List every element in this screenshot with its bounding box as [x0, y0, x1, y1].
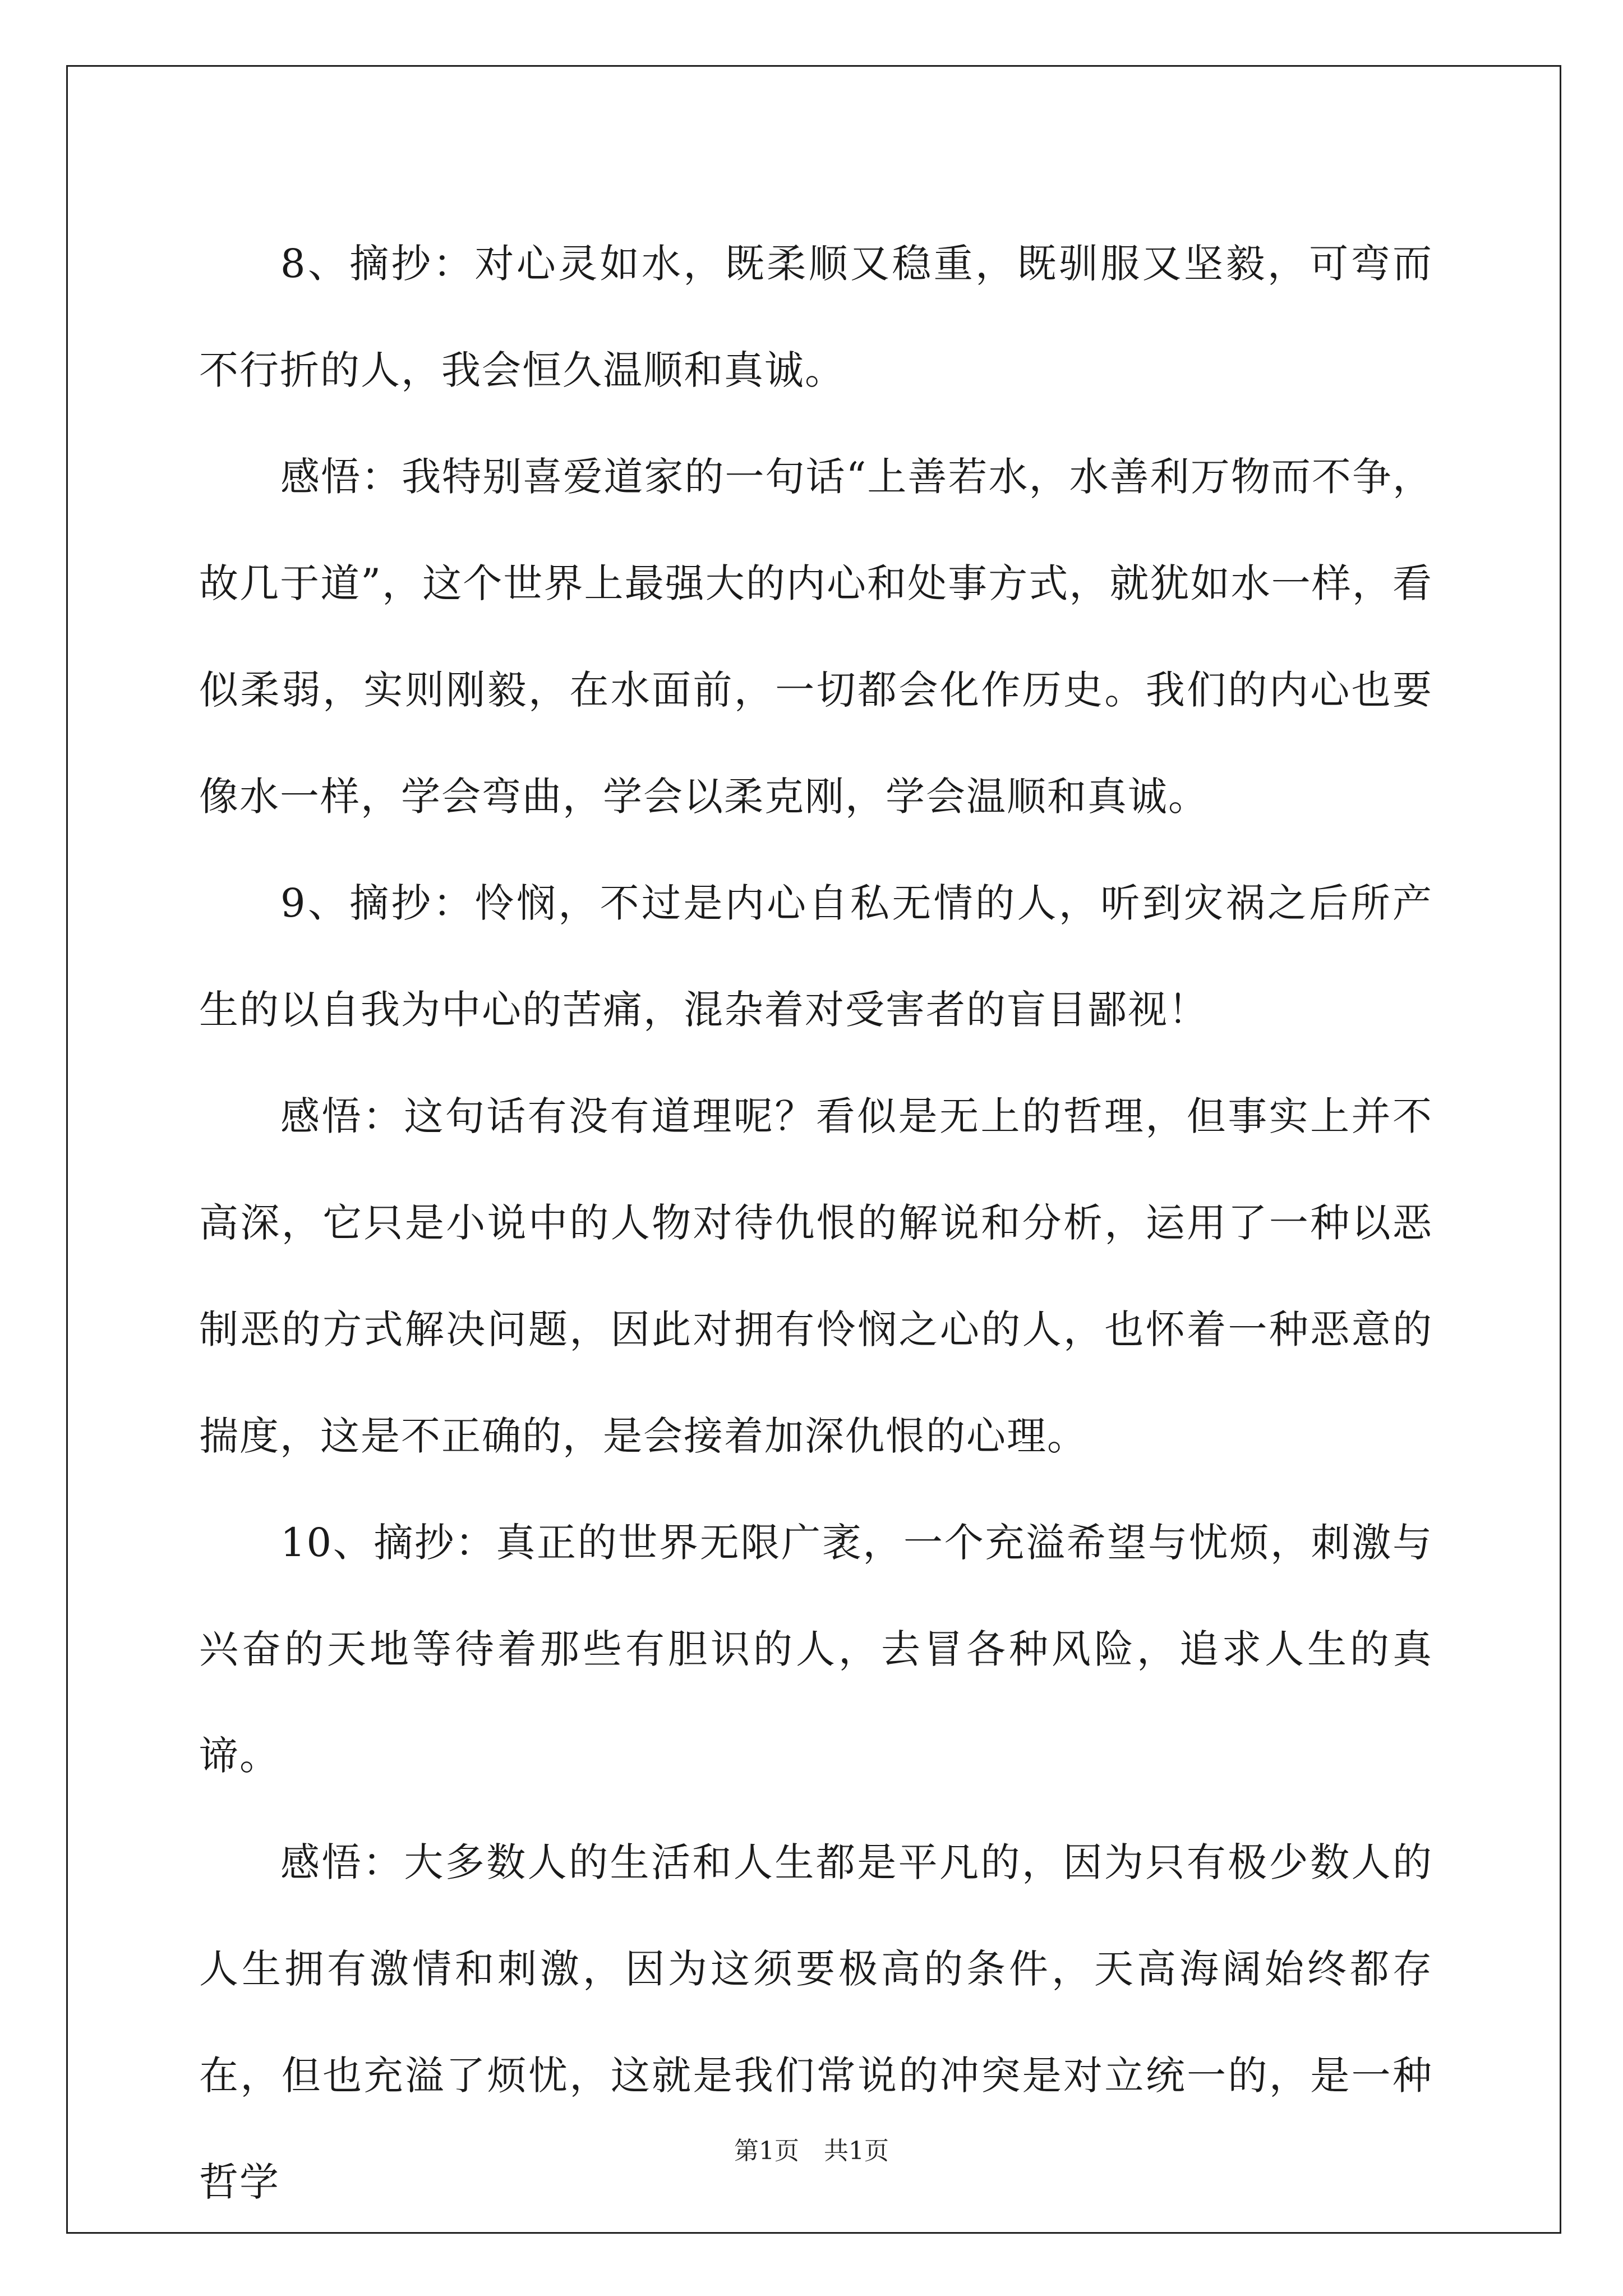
paragraph-excerpt-10: 10、摘抄：真正的世界无限广袤，一个充溢希望与忧烦，刺激与兴奋的天地等待着那些有胆识的人，去冒各种风险，追求人生的真谛。: [199, 1520, 1433, 1779]
paragraph-reflection-10: 感悟：大多数人的生活和人生都是平凡的，因为只有极少数人的人生拥有激情和刺激，因为这须要极高的条件，天高海阔始终都存在，但也充溢了烦忧，这就是我们常说的冲突是对立统一的，是一种哲学: [199, 1839, 1433, 2205]
page-number-footer: 第1页 共1页: [734, 2137, 889, 2165]
paragraph-reflection-8: 感悟：我特别喜爱道家的一句话“上善若水，水善利万物而不争，故几于道”，这个世界上最强大的内心和处事方式，就犹如水一样，看似柔弱，实则刚毅，在水面前，一切都会化作历史。我们的内心也要像水一样，学会弯曲，学会以柔克刚，学会温顺和真诚。: [199, 454, 1433, 820]
paragraph-excerpt-8: 8、摘抄：对心灵如水，既柔顺又稳重，既驯服又坚毅，可弯而不行折的人，我会恒久温顺和真诚。: [199, 241, 1433, 393]
paragraph-reflection-9: 感悟：这句话有没有道理呢？看似是无上的哲理，但事实上并不高深，它只是小说中的人物对待仇恨的解说和分析，运用了一种以恶制恶的方式解决问题，因此对拥有怜悯之心的人，也怀着一种恶意的揣度，这是不正确的，是会接着加深仇恨的心理。: [199, 1093, 1433, 1459]
paragraph-excerpt-9: 9、摘抄：怜悯，不过是内心自私无情的人，听到灾祸之后所产生的以自我为中心的苦痛，混杂着对受害者的盲目鄙视！: [199, 880, 1433, 1033]
document-body: [199, 210, 1433, 2235]
